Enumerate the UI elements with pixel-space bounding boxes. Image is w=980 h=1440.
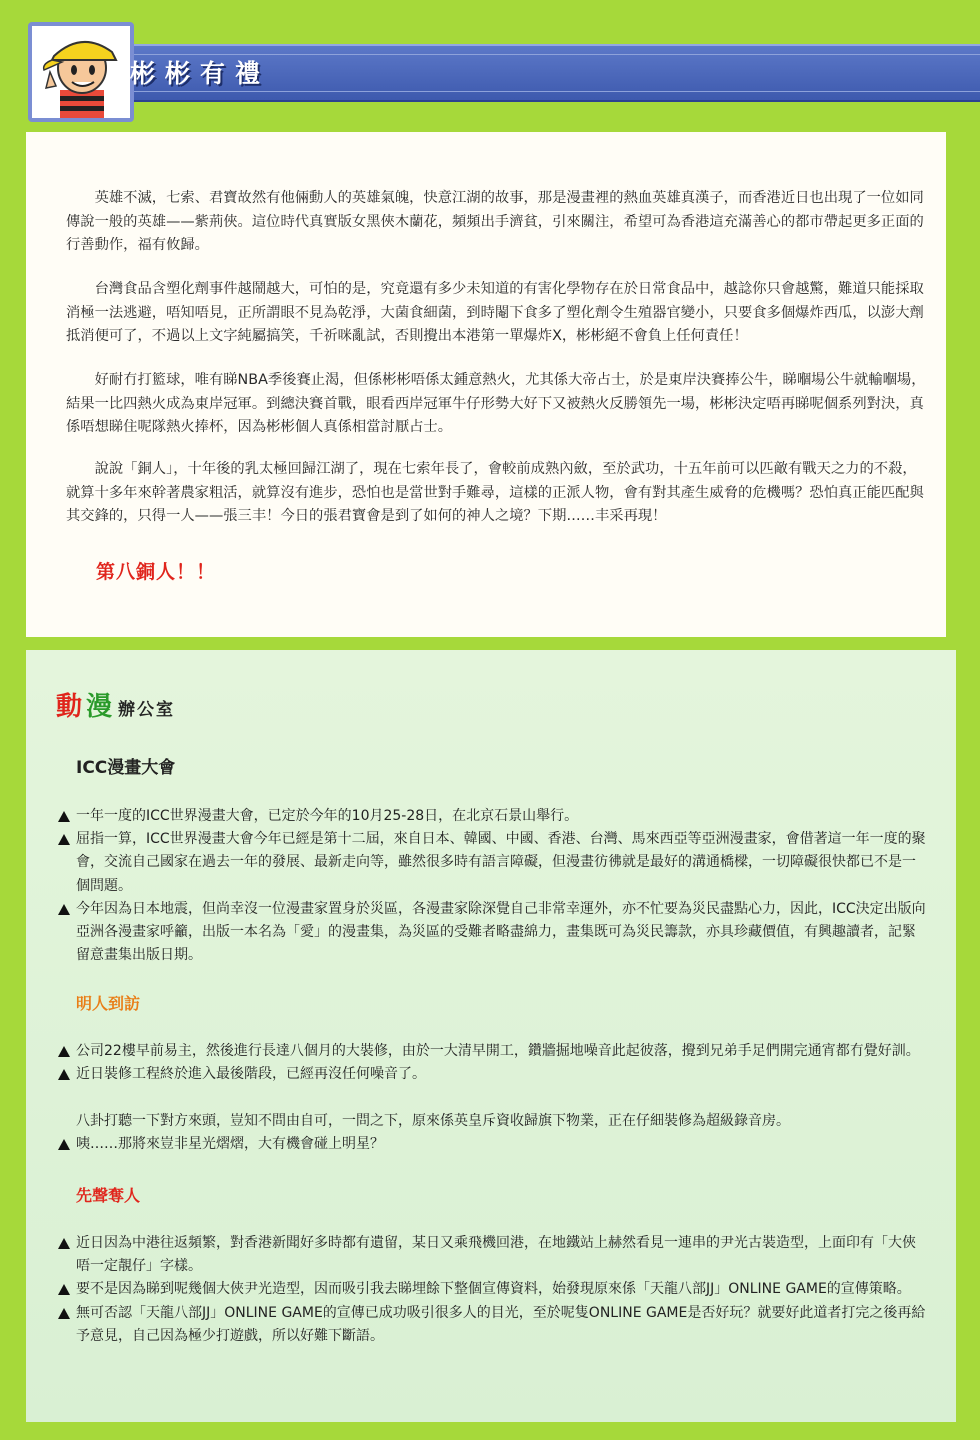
triangle-bullet-icon	[58, 1139, 70, 1150]
list-item: 近日裝修工程終於進入最後階段，已經再沒任何噪音了。	[58, 1063, 928, 1086]
list-item: 屈指一算，ICC世界漫畫大會今年已經是第十二屆，來自日本、韓國、中國、香港、台灣、馬來西亞等亞洲漫畫家，會借著這一年一度的聚會，交流自己國家在過去一年的發展、最新走向等，雖然很多時有語言障礙，但漫畫彷彿就是最好的溝通橋樑，一切障礙很快都已不是一個問題。	[58, 828, 928, 898]
section-heading-icc: ICC漫畫大會	[76, 758, 176, 778]
triangle-bullet-icon	[58, 811, 70, 822]
signature: 第八銅人！！	[96, 561, 217, 583]
list-item: 公司22樓早前易主，然後進行長達八個月的大裝修，由於一大清早開工，鑽牆掘地噪音此起彼落，攪到兄弟手足們開完通宵都冇覺好訓。	[58, 1040, 928, 1063]
visit-list	[58, 1040, 928, 1086]
list-item: 要不是因為睇到呢幾個大俠尹光造型，因而吸引我去睇埋餘下整個宣傳資料，始發現原來係「天龍八部JJ」ONLINE GAME的宣傳策略。	[58, 1278, 928, 1301]
cartoon-boy-avatar	[28, 22, 134, 122]
section-heading-first: 先聲奪人	[76, 1186, 141, 1205]
logo-char-2: 漫	[86, 692, 113, 722]
list-item: 今年因為日本地震，但尚幸沒一位漫畫家置身於災區，各漫畫家除深覺自己非常幸運外，亦不忙要為災民盡點心力，因此，ICC決定出版向亞洲各漫畫家呼籲，出版一本名為「愛」的漫畫集，為災區的受難者略盡綿力，畫集既可為災民籌款，亦具珍藏價值，有興趣讀者，記緊留意畫集出版日期。	[58, 898, 928, 968]
paragraph-2: 台灣食品含塑化劑事件越鬧越大，可怕的是，究竟還有多少未知道的有害化學物存在於日常食品中，越諗你只會越驚，難道只能採取消極一法逃避，唔知唔見，正所謂眼不見為乾淨，大菌食細菌，到時閹下食多了塑化劑令生殖器官變小，只要食多個爆炸西瓜，以澎大劑抵消便可了，不過以上文字純屬搞笑，千祈咪亂試，否則攪出本港第一單爆炸X，彬彬絕不會負上任何責任！	[66, 281, 924, 344]
triangle-bullet-icon	[58, 834, 70, 845]
triangle-bullet-icon	[58, 1046, 70, 1057]
list-item: 無可否認「天龍八部JJ」ONLINE GAME的宣傳已成功吸引很多人的目光，至於呢隻ONLINE GAME是否好玩？就要好此道者打完之後再給予意見，自己因為極少打遊戲，所以好難下斷語。	[58, 1302, 928, 1348]
paragraph-3: 好耐冇打籃球，唯有睇NBA季後賽止渴，但係彬彬唔係太鍾意熱火，尤其係大帝占士，於是東岸決賽捧公牛，睇嗰場公牛就輸嗰場，結果一比四熱火成為東岸冠軍。到總決賽首戰，眼看西岸冠軍牛仔形勢大好下又被熱火反勝領先一場，彬彬決定唔再睇呢個系列對決，真係唔想睇住呢隊熱火捧杯，因為彬彬個人真係相當討厭占士。	[66, 372, 926, 435]
triangle-bullet-icon	[58, 1284, 70, 1295]
icc-list	[58, 805, 928, 967]
paragraph-1: 英雄不滅，七索、君寶故然有他倆動人的英雄氣魄，快意江湖的故事，那是漫畫裡的熱血英雄真漢子，而香港近日也出現了一位如同傳說一般的英雄——紫荊俠。這位時代真實版女黑俠木蘭花，頻頻出手濟貧，引來關注，希望可為香港這充滿善心的都市帶起更多正面的行善動作，福有攸歸。	[66, 190, 924, 253]
first-list	[58, 1232, 928, 1348]
triangle-bullet-icon	[58, 1238, 70, 1249]
list-item: 一年一度的ICC世界漫畫大會，已定於今年的10月25-28日，在北京石景山舉行。	[58, 805, 928, 828]
triangle-bullet-icon	[58, 1308, 70, 1319]
logo-label: 辦公室	[118, 700, 176, 720]
page-title: 彬彬有禮	[130, 59, 271, 88]
list-item: 近日因為中港往返頻繁，對香港新聞好多時都有遺留，某日又乘飛機回港，在地鐵站上赫然看見一連串的尹光古裝造型，上面印有「大俠唔一定靚仔」字樣。	[58, 1232, 928, 1278]
section-heading-visit: 明人到訪	[76, 994, 141, 1013]
triangle-bullet-icon	[58, 1069, 70, 1080]
list-item: 咦……那將來豈非星光熠熠，大有機會碰上明星？	[58, 1133, 928, 1156]
logo-char-1: 動	[56, 692, 83, 722]
triangle-bullet-icon	[58, 904, 70, 915]
column-logo	[56, 686, 175, 723]
visit-note: 八卦打聽一下對方來頭，豈知不問由自可，一問之下，原來係英皇斥資收歸旗下物業，正在仔細裝修為超級錄音房。	[76, 1113, 790, 1129]
paragraph-4: 說說「銅人」，十年後的乳太極回歸江湖了，現在七索年長了，會較前成熟內斂，至於武功，十五年前可以匹敵有戰天之力的不殺，就算十多年來幹著農家粗活，就算沒有進步，恐怕也是當世對手難尋，這樣的正派人物，會有對其產生威脅的危機嗎？恐怕真正能匹配與其交鋒的，只得一人——張三丰！今日的張君寶會是到了如何的神人之境？下期……丰采再現！	[66, 461, 924, 524]
visit-list-2	[58, 1133, 928, 1156]
